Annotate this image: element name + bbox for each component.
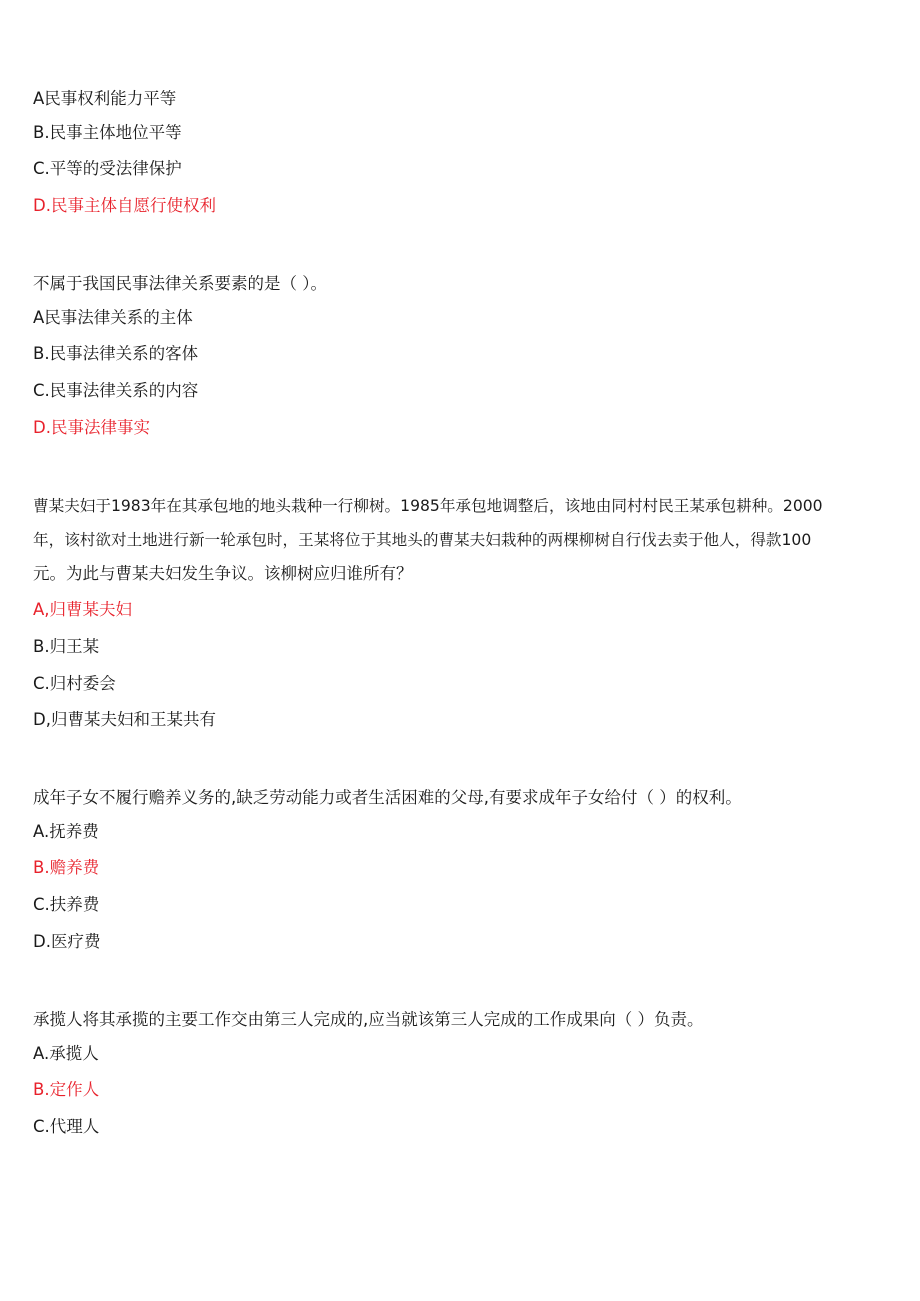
- option-a: A.承揽人: [33, 1044, 99, 1063]
- question-stem: 承揽人将其承揽的主要工作交由第三人完成的,应当就该第三人完成的工作成果向（ ）负责。: [33, 1010, 704, 1029]
- option-b: B.民事主体地位平等: [33, 123, 182, 142]
- option-d-answer: D.民事主体自愿行使权利: [33, 196, 216, 215]
- option-a: A民事权利能力平等: [33, 89, 177, 108]
- option-a: A.抚养费: [33, 822, 99, 841]
- option-c: C.平等的受法律保护: [33, 159, 182, 178]
- question-stem-line-1: 曹某夫妇于1983年在其承包地的地头栽种一行柳树。1985年承包地调整后，该地由同村村民王某承包耕种。2000: [33, 497, 823, 515]
- question-stem-line-3: 元。为此与曹某夫妇发生争议。该柳树应归谁所有？: [33, 564, 413, 583]
- option-b: B.民事法律关系的客体: [33, 344, 199, 363]
- option-d: D,归曹某夫妇和王某共有: [33, 710, 216, 729]
- option-c: C.民事法律关系的内容: [33, 381, 199, 400]
- option-a: A民事法律关系的主体: [33, 308, 193, 327]
- question-stem: 成年子女不履行赡养义务的,缺乏劳动能力或者生活困难的父母,有要求成年子女给付（ ）的权利。: [33, 788, 742, 807]
- option-d-answer: D.民事法律事实: [33, 418, 150, 437]
- option-b-answer: B.定作人: [33, 1080, 100, 1099]
- option-c: C.代理人: [33, 1117, 100, 1136]
- question-stem-line-2: 年，该村欲对土地进行新一轮承包时，王某将位于其地头的曹某夫妇栽种的两棵柳树自行伐去卖于他人，得款100: [33, 531, 812, 549]
- option-c: C.扶养费: [33, 895, 100, 914]
- option-b-answer: B.赡养费: [33, 858, 100, 877]
- option-c: C.归村委会: [33, 674, 116, 693]
- option-b: B.归王某: [33, 637, 100, 656]
- question-stem: 不属于我国民事法律关系要素的是（ ）。: [33, 274, 327, 293]
- option-d: D.医疗费: [33, 932, 101, 951]
- option-a-answer: A,归曹某夫妇: [33, 600, 133, 619]
